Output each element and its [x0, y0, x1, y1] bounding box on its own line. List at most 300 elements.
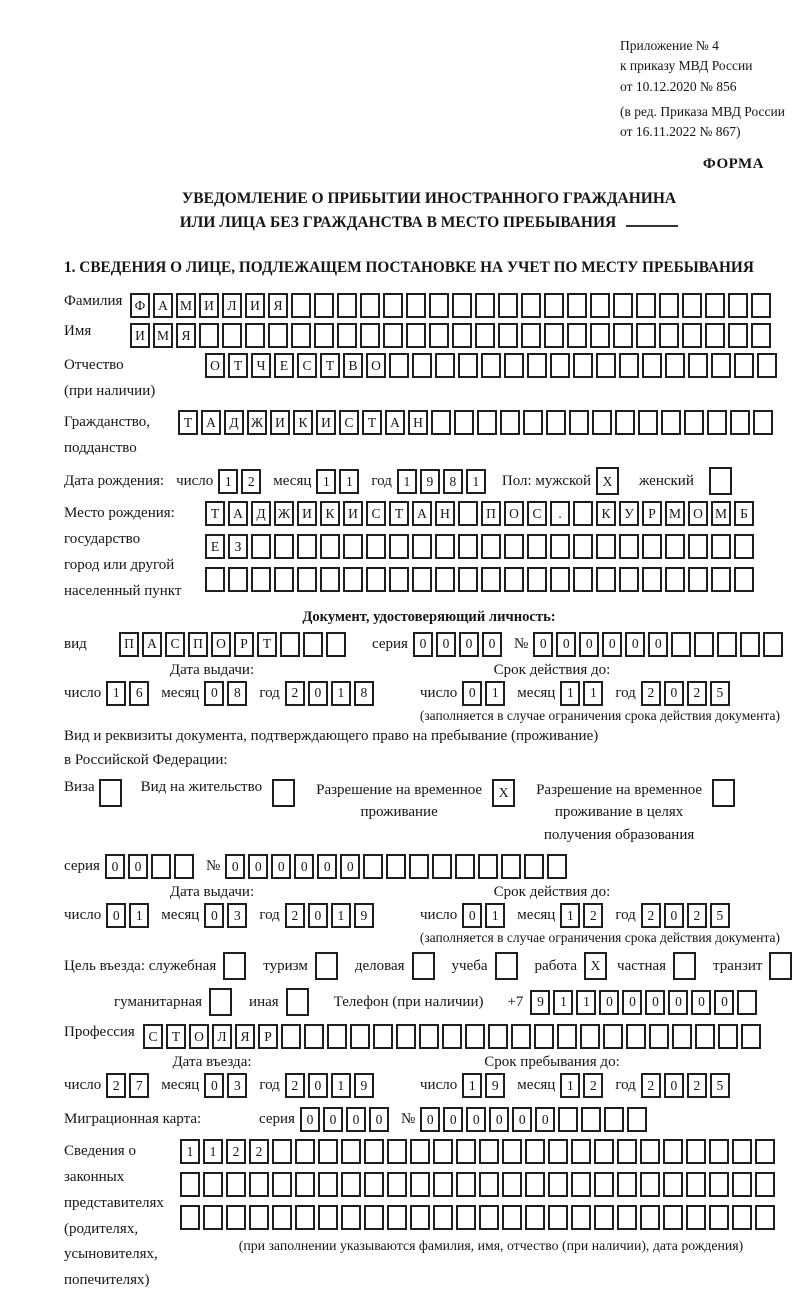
char-box: 2 — [285, 903, 305, 928]
char-box — [364, 1139, 384, 1164]
char-box: 0 — [436, 632, 456, 657]
char-box — [636, 323, 656, 348]
char-box — [291, 293, 311, 318]
char-box — [435, 567, 455, 592]
char-box — [314, 293, 334, 318]
char-box: О — [205, 353, 225, 378]
char-box — [707, 410, 727, 435]
char-box — [409, 854, 429, 879]
char-box: 1 — [485, 681, 505, 706]
char-box — [571, 1172, 591, 1197]
char-box — [502, 1139, 522, 1164]
purpose-study-checkbox — [495, 952, 521, 980]
char-box — [297, 567, 317, 592]
char-box — [249, 1205, 269, 1230]
birthplace-label: Место рождения: государство город или другой населенный пункт — [64, 505, 182, 599]
phone-prefix: +7 — [507, 993, 524, 1010]
char-box — [341, 1172, 361, 1197]
char-box — [755, 1205, 775, 1230]
char-box — [617, 1139, 637, 1164]
char-box: Д — [251, 501, 271, 526]
char-box — [619, 534, 639, 559]
char-box: 1 — [331, 1073, 351, 1098]
char-box: С — [165, 632, 185, 657]
char-box — [728, 293, 748, 318]
char-box — [337, 293, 357, 318]
char-box: А — [142, 632, 162, 657]
char-box — [718, 1024, 738, 1049]
char-box — [740, 632, 760, 657]
char-box — [479, 1172, 499, 1197]
char-box — [389, 567, 409, 592]
purpose-tourism-label: туризм — [263, 957, 308, 974]
char-box: Я — [268, 293, 288, 318]
char-box: X — [492, 779, 515, 807]
char-box: 2 — [641, 903, 661, 928]
char-box: 1 — [576, 990, 596, 1015]
char-box — [389, 534, 409, 559]
char-box — [661, 410, 681, 435]
surname-boxes — [130, 293, 774, 318]
phone-boxes — [530, 990, 760, 1015]
char-box — [709, 1172, 729, 1197]
char-box: 3 — [227, 1073, 247, 1098]
revision-line: (в ред. Приказа МВД России — [620, 103, 785, 119]
char-box — [458, 353, 478, 378]
char-box — [665, 353, 685, 378]
char-box: 1 — [560, 1073, 580, 1098]
char-box — [504, 567, 524, 592]
stay-until-heading: Срок пребывания до: — [484, 1054, 620, 1071]
char-box — [412, 567, 432, 592]
char-box: С — [143, 1024, 163, 1049]
char-box — [389, 353, 409, 378]
char-box: 0 — [691, 990, 711, 1015]
char-box — [573, 534, 593, 559]
char-box — [226, 1172, 246, 1197]
char-box — [350, 1024, 370, 1049]
char-box: И — [343, 501, 363, 526]
char-box: 5 — [710, 1073, 730, 1098]
doc-issue-row: число 1 6 месяц 0 8 год 2 0 1 8 — [64, 681, 420, 706]
char-box — [456, 1172, 476, 1197]
char-box — [590, 293, 610, 318]
representatives-row1-boxes — [180, 1139, 778, 1164]
char-box — [180, 1172, 200, 1197]
char-box: 2 — [583, 903, 603, 928]
char-box — [567, 293, 587, 318]
doc-issue-year — [285, 681, 377, 706]
char-box — [412, 534, 432, 559]
char-box: 0 — [664, 1073, 684, 1098]
char-box — [640, 1172, 660, 1197]
char-box — [226, 1205, 246, 1230]
char-box: 0 — [602, 632, 622, 657]
char-box: 0 — [204, 903, 224, 928]
char-box: 2 — [106, 1073, 126, 1098]
rvp-label: Разрешение на временное проживание — [316, 781, 483, 821]
char-box — [709, 1205, 729, 1230]
char-box — [477, 410, 497, 435]
char-box: 1 — [397, 469, 417, 494]
residence-permit-checkbox — [272, 779, 298, 807]
char-box — [479, 1139, 499, 1164]
rvp-edu-label: Разрешение на временное проживание в целях получения образования — [536, 781, 703, 843]
birth-day-boxes — [218, 469, 264, 494]
char-box: 0 — [466, 1107, 486, 1132]
char-box — [613, 323, 633, 348]
char-box — [432, 854, 452, 879]
char-box — [665, 567, 685, 592]
char-box — [682, 323, 702, 348]
char-box — [527, 353, 547, 378]
char-box — [373, 1024, 393, 1049]
char-box: 1 — [560, 903, 580, 928]
char-box — [412, 952, 435, 980]
char-box — [615, 410, 635, 435]
char-box: 0 — [323, 1107, 343, 1132]
char-box: Д — [224, 410, 244, 435]
title-blank-underline — [626, 211, 678, 227]
char-box: К — [320, 501, 340, 526]
char-box — [571, 1205, 591, 1230]
permit-validity-heading: Срок действия до: — [493, 884, 611, 901]
phone-row — [114, 988, 794, 1016]
char-box — [209, 988, 232, 1016]
char-box: 1 — [129, 903, 149, 928]
char-box: О — [504, 501, 524, 526]
char-box — [245, 323, 265, 348]
doc-validity-row: число 0 1 месяц 1 1 год 2 0 2 5 — [420, 681, 794, 706]
permit-text-line1: Вид и реквизиты документа, подтверждающего право на пребывание (проживание) — [64, 727, 599, 744]
char-box — [475, 323, 495, 348]
char-box: 0 — [443, 1107, 463, 1132]
char-box: 0 — [413, 632, 433, 657]
char-box: 0 — [369, 1107, 389, 1132]
birthdate-label: Дата рождения: — [64, 472, 165, 489]
char-box — [548, 1139, 568, 1164]
char-box — [695, 1024, 715, 1049]
char-box — [360, 323, 380, 348]
char-box: 0 — [645, 990, 665, 1015]
char-box: 0 — [482, 632, 502, 657]
char-box: 1 — [339, 469, 359, 494]
char-box: . — [550, 501, 570, 526]
char-box: 0 — [459, 632, 479, 657]
entry-dates — [64, 1054, 794, 1098]
char-box: 0 — [308, 681, 328, 706]
char-box — [498, 293, 518, 318]
stay-day — [462, 1073, 508, 1098]
char-box — [456, 1205, 476, 1230]
char-box — [481, 534, 501, 559]
form-title-line1: УВЕДОМЛЕНИЕ О ПРИБЫТИИ ИНОСТРАННОГО ГРАЖДАНИНА — [181, 190, 677, 208]
char-box: 2 — [285, 681, 305, 706]
identity-doc-row: вид П А С П О Р Т серия 0 0 0 0 № 0 0 0 0 0 0 — [64, 632, 794, 657]
birthplace-row — [64, 501, 794, 604]
char-box — [734, 567, 754, 592]
permit-issue-row: число 0 1 месяц 0 3 год 2 0 1 9 — [64, 903, 420, 928]
char-box — [383, 323, 403, 348]
purpose-tourism-checkbox — [315, 952, 341, 980]
char-box: И — [270, 410, 290, 435]
entry-date-heading: Дата въезда: — [172, 1054, 252, 1071]
char-box — [511, 1024, 531, 1049]
char-box: 0 — [346, 1107, 366, 1132]
char-box — [527, 534, 547, 559]
char-box: И — [297, 501, 317, 526]
purpose-work-label: работа — [534, 957, 578, 974]
char-box — [396, 1024, 416, 1049]
char-box — [638, 410, 658, 435]
char-box — [500, 410, 520, 435]
char-box: 0 — [512, 1107, 532, 1132]
char-box — [548, 1172, 568, 1197]
char-box — [315, 952, 338, 980]
permit-validity-note: (заполняется в случае ограничения срока действия документа) — [419, 930, 780, 946]
profession-boxes — [143, 1024, 764, 1049]
migration-card-label: Миграционная карта: — [64, 1111, 202, 1128]
char-box: 1 — [583, 681, 603, 706]
char-box: П — [188, 632, 208, 657]
sex-male-checkbox — [596, 467, 622, 495]
permit-number-boxes — [225, 854, 570, 879]
char-box — [502, 1205, 522, 1230]
representatives-label: Сведения о законных представителях (родителях, усыновителях, попечителях) — [64, 1143, 164, 1289]
char-box — [737, 990, 757, 1015]
char-box — [174, 854, 194, 879]
char-box: О — [366, 353, 386, 378]
char-box — [548, 1205, 568, 1230]
form-title-line2: ИЛИ ЛИЦА БЕЗ ГРАЖДАНСТВА В МЕСТО ПРЕБЫВАНИЯ — [64, 211, 794, 235]
char-box — [327, 1024, 347, 1049]
char-box — [481, 353, 501, 378]
char-box — [341, 1139, 361, 1164]
phone-label: Телефон (при наличии) — [333, 993, 484, 1010]
stay-until-row: число 1 9 месяц 1 2 год 2 0 2 5 — [420, 1073, 794, 1098]
char-box — [272, 1139, 292, 1164]
char-box: Н — [408, 410, 428, 435]
char-box — [431, 410, 451, 435]
char-box — [383, 293, 403, 318]
permit-issue-day — [106, 903, 152, 928]
char-box — [686, 1205, 706, 1230]
char-box — [304, 1024, 324, 1049]
char-box: Т — [178, 410, 198, 435]
char-box: 0 — [300, 1107, 320, 1132]
char-box — [659, 293, 679, 318]
permit-valid-day — [462, 903, 508, 928]
char-box: 0 — [420, 1107, 440, 1132]
purpose-label: Цель въезда: служебная — [64, 957, 217, 974]
char-box — [495, 952, 518, 980]
char-box — [406, 293, 426, 318]
char-box — [433, 1172, 453, 1197]
char-box: М — [176, 293, 196, 318]
char-box: 0 — [105, 854, 125, 879]
name-row — [64, 323, 794, 348]
purpose-other-checkbox — [286, 988, 312, 1016]
char-box: 0 — [106, 903, 126, 928]
char-box: Ф — [130, 293, 150, 318]
char-box: 2 — [687, 681, 707, 706]
char-box: 0 — [535, 1107, 555, 1132]
char-box — [686, 1139, 706, 1164]
char-box — [364, 1172, 384, 1197]
birthdate-row: Дата рождения: число 1 2 месяц 1 1 год 1 9 8 1 Пол: мужской X женский — [64, 467, 794, 495]
birthplace-row3-boxes — [205, 567, 757, 592]
char-box — [410, 1139, 430, 1164]
char-box — [524, 854, 544, 879]
birthplace-row2-boxes — [205, 534, 757, 559]
char-box: Р — [642, 501, 662, 526]
char-box — [272, 1172, 292, 1197]
char-box — [705, 323, 725, 348]
char-box — [521, 323, 541, 348]
char-box — [228, 567, 248, 592]
char-box — [479, 1205, 499, 1230]
char-box: 0 — [462, 903, 482, 928]
purpose-private-label: частная — [617, 957, 667, 974]
char-box: 9 — [354, 903, 374, 928]
char-box — [320, 567, 340, 592]
char-box — [521, 293, 541, 318]
char-box: Ж — [247, 410, 267, 435]
char-box — [573, 353, 593, 378]
char-box — [619, 353, 639, 378]
char-box — [617, 1172, 637, 1197]
char-box — [580, 1024, 600, 1049]
char-box: 9 — [530, 990, 550, 1015]
char-box — [527, 567, 547, 592]
char-box — [280, 632, 300, 657]
char-box — [435, 534, 455, 559]
representatives-row — [64, 1139, 794, 1294]
char-box — [728, 323, 748, 348]
char-box — [203, 1205, 223, 1230]
visa-label: Виза — [64, 778, 95, 795]
doc-valid-year — [641, 681, 733, 706]
name-boxes — [130, 323, 774, 348]
char-box: 0 — [128, 854, 148, 879]
char-box: Я — [176, 323, 196, 348]
char-box: З — [228, 534, 248, 559]
char-box: 8 — [227, 681, 247, 706]
char-box — [318, 1139, 338, 1164]
doc-validity-note: (заполняется в случае ограничения срока действия документа) — [419, 707, 780, 723]
char-box — [672, 1024, 692, 1049]
char-box — [429, 323, 449, 348]
char-box — [406, 323, 426, 348]
birthplace-row1-boxes — [205, 501, 757, 526]
char-box — [712, 779, 735, 807]
char-box: Л — [222, 293, 242, 318]
char-box — [581, 1107, 601, 1132]
char-box — [465, 1024, 485, 1049]
doc-issue-month — [204, 681, 250, 706]
char-box — [223, 952, 246, 980]
char-box — [732, 1205, 752, 1230]
char-box — [557, 1024, 577, 1049]
char-box: Т — [205, 501, 225, 526]
char-box — [318, 1172, 338, 1197]
char-box: Б — [734, 501, 754, 526]
doc-number-boxes — [533, 632, 786, 657]
char-box — [454, 410, 474, 435]
char-box — [594, 1139, 614, 1164]
char-box — [458, 501, 478, 526]
char-box — [730, 410, 750, 435]
char-box — [410, 1205, 430, 1230]
doc-issue-heading: Дата выдачи: — [169, 661, 255, 678]
char-box: О — [688, 501, 708, 526]
char-box — [596, 534, 616, 559]
char-box — [734, 353, 754, 378]
char-box — [592, 410, 612, 435]
char-box — [274, 567, 294, 592]
purpose-humanitarian-checkbox — [209, 988, 235, 1016]
char-box: 1 — [106, 681, 126, 706]
char-box — [594, 1205, 614, 1230]
char-box: И — [245, 293, 265, 318]
surname-row — [64, 293, 794, 318]
char-box: 0 — [489, 1107, 509, 1132]
char-box: Л — [212, 1024, 232, 1049]
char-box — [663, 1139, 683, 1164]
migcard-number-boxes — [420, 1107, 650, 1132]
char-box — [295, 1205, 315, 1230]
char-box: П — [119, 632, 139, 657]
char-box: О — [189, 1024, 209, 1049]
char-box — [387, 1172, 407, 1197]
purpose-work-checkbox — [584, 952, 610, 980]
char-box — [567, 323, 587, 348]
doc-type-label: вид — [64, 635, 87, 652]
char-box — [550, 567, 570, 592]
char-box: С — [297, 353, 317, 378]
char-box — [619, 567, 639, 592]
char-box — [475, 293, 495, 318]
char-box — [596, 353, 616, 378]
revision-line: от 16.11.2022 № 867) — [620, 124, 741, 139]
char-box: 3 — [227, 903, 247, 928]
char-box — [272, 1205, 292, 1230]
char-box: 0 — [204, 1073, 224, 1098]
char-box — [337, 323, 357, 348]
char-box: Т — [362, 410, 382, 435]
citizenship-row — [64, 410, 794, 462]
char-box — [717, 632, 737, 657]
char-box: 0 — [664, 681, 684, 706]
sex-female-checkbox — [709, 467, 735, 495]
char-box — [626, 1024, 646, 1049]
char-box — [458, 567, 478, 592]
purpose-transit-checkbox — [769, 952, 795, 980]
char-box — [734, 534, 754, 559]
char-box: 1 — [485, 903, 505, 928]
char-box — [442, 1024, 462, 1049]
char-box — [755, 1139, 775, 1164]
sex-male-label: Пол: мужской — [501, 472, 592, 489]
doc-valid-month — [560, 681, 606, 706]
char-box: 1 — [331, 903, 351, 928]
char-box — [452, 293, 472, 318]
purpose-business-checkbox — [412, 952, 438, 980]
char-box — [523, 410, 543, 435]
permit-issue-year — [285, 903, 377, 928]
char-box — [360, 293, 380, 318]
char-box — [303, 632, 323, 657]
